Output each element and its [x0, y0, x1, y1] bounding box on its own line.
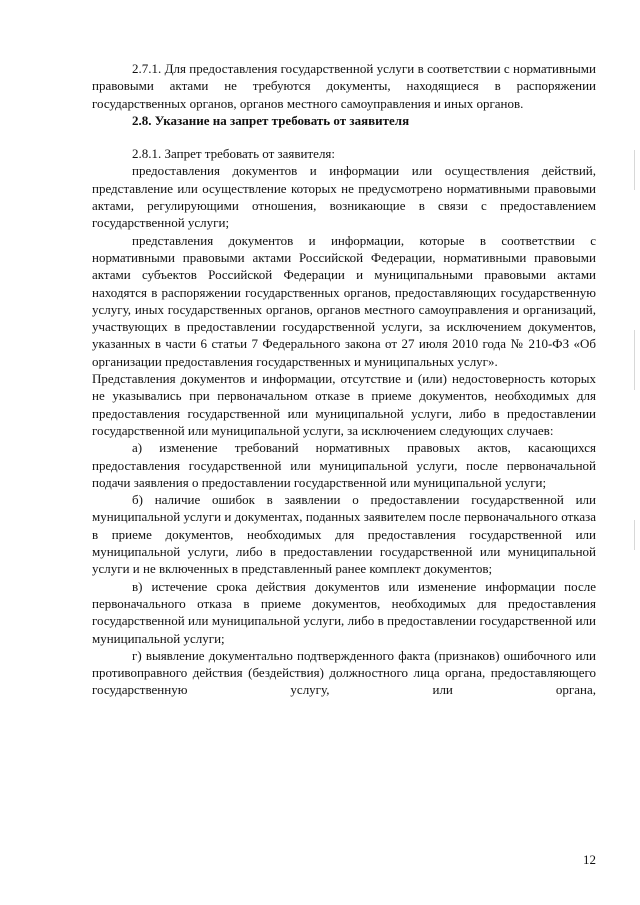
- paragraph-2-8-1: 2.8.1. Запрет требовать от заявителя:: [132, 146, 336, 162]
- scan-edge-mark: [634, 520, 635, 550]
- prohibition-item-1: предоставления документов и информации или осуществления действий, представление или осуществление которых не предусмотрено нормативными правовыми актами, регулирующими отношения, возникающие в связи с предоставлением государственной услуги;: [92, 163, 596, 231]
- scan-edge-mark: [634, 330, 635, 390]
- exception-case-a: а) изменение требований нормативных правовых актов, касающихся предоставления государственной или муниципальной услуги, после первоначальной подачи заявления о предоставлении государственной или муниципальной услуги;: [92, 440, 596, 490]
- prohibition-item-3: Представления документов и информации, отсутствие и (или) недостоверность которых не указывались при первоначальном отказе в приеме документов, необходимых для предоставления государственной или муниципальной услуги, либо в предоставлении государственной или муниципальной услуги, за исключением следующих случаев:: [92, 371, 596, 438]
- prohibition-item-2: представления документов и информации, которые в соответствии с нормативными правовыми актами Российской Федерации, нормативными правовыми актами субъектов Российской Федерации и муниципальными правовыми актами находятся в распоряжении государственных органов, предоставляющих государственную услугу, иных государственных органов, органов местного самоуправления и организаций, участвующих в предоставлении государственной услуги, за исключением документов, указанных в части 6 статьи 7 Федерального закона от 27 июля 2010 года № 210-ФЗ «Об организации предоставления государственных и муниципальных услуг».: [92, 232, 596, 369]
- exception-case-g: г) выявление документально подтвержденного факта (признаков) ошибочного или противоправного действия (бездействия) должностного лица органа, предоставляющего государственную услугу, или органа,: [92, 647, 596, 698]
- exception-case-b: б) наличие ошибок в заявлении о предоставлении государственной или муниципальной услуги и документах, поданных заявителем после первоначального отказа в приеме документов, необходимых для предоставления государственной или муниципальной услуги, либо в предоставлении государственной или муниципальной услуги и не включенных в представленный ранее комплект документов;: [92, 492, 596, 577]
- page-number: 12: [583, 852, 596, 867]
- exception-case-v: в) истечение срока действия документов или изменение информации после первоначального отказа в приеме документов, необходимых для предоставления государственной или муниципальной услуги, либо в предоставлении государственной или муниципальной услуги;: [92, 578, 596, 646]
- scan-edge-mark: [634, 150, 635, 190]
- paragraph-2-7-1: 2.7.1. Для предоставления государственной услуги в соответствии с нормативными правовыми актами не требуются документы, находящиеся в распоряжении государственных органов, органов местного самоуправления и иных органов.: [92, 61, 596, 111]
- section-heading-2-8: 2.8. Указание на запрет требовать от заявителя: [132, 112, 410, 128]
- document-page: [92, 60, 596, 699]
